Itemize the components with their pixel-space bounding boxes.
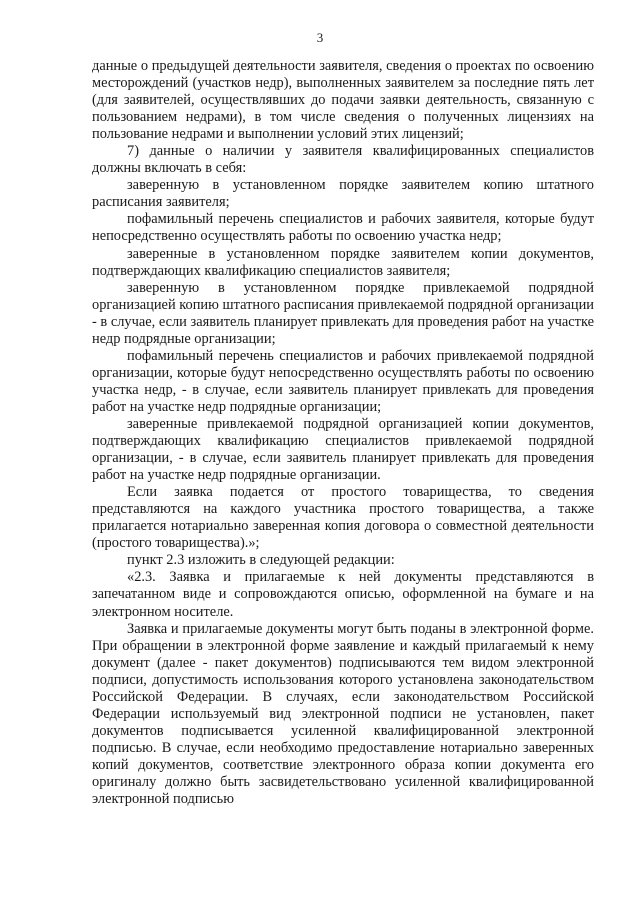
paragraph-staff-schedule: заверенную в установленном порядке заявителем копию штатного расписания заявителя; xyxy=(92,177,594,211)
document-body xyxy=(92,58,594,808)
page-number: 3 xyxy=(316,30,324,45)
paragraph-contractor-schedule: заверенную в установленном порядке привлекаемой подрядной организацией копию штатного расписания привлекаемой подрядной организации - в случае, если заявитель планирует привлекать для проведения работ на участке недр подрядные организации; xyxy=(92,279,594,347)
paragraph-previous-activity: данные о предыдущей деятельности заявителя, сведения о проектах по освоению месторождений (участков недр), выполненных заявителем за последние пять лет (для заявителей, осуществлявших до подачи заявки деятельность, связанную с пользованием недрами), в том числе сведения о полученных лицензиях на пользование недрами и выполнении условий этих лицензий; xyxy=(92,58,594,143)
paragraph-staff-qualification: заверенные в установленном порядке заявителем копии документов, подтверждающих квалификацию специалистов заявителя; xyxy=(92,245,594,279)
paragraph-simple-partnership: Если заявка подается от простого товарищества, то сведения представляются на каждого участника простого товарищества, а также прилагается нотариально заверенная копия договора о совместной деятельности (простого товарищества).»; xyxy=(92,484,594,552)
paragraph-clause-2-3-intro: пункт 2.3 изложить в следующей редакции: xyxy=(127,552,395,569)
paragraph-item-7: 7) данные о наличии у заявителя квалифицированных специалистов должны включать в себя: xyxy=(92,143,594,177)
paragraph-contractor-staff-list: пофамильный перечень специалистов и рабочих привлекаемой подрядной организации, которые будут непосредственно осуществлять работы по освоению участка недр, - в случае, если заявитель планирует привлекать для проведения работ на участке недр подрядные организации; xyxy=(92,347,594,415)
paragraph-clause-2-3: «2.3. Заявка и прилагаемые к ней документы представляются в запечатанном виде и сопровождаются описью, оформленной на бумаге и на электронном носителе. xyxy=(92,569,594,620)
paragraph-contractor-qualification: заверенные привлекаемой подрядной организацией копии документов, подтверждающих квалификацию специалистов привлекаемой подрядной организации, - в случае, если заявитель планирует привлекать для проведения работ на участке недр подрядные организации. xyxy=(92,415,594,484)
paragraph-staff-list: пофамильный перечень специалистов и рабочих заявителя, которые будут непосредственно осуществлять работы по освоению участка недр; xyxy=(92,211,594,245)
paragraph-electronic-form: Заявка и прилагаемые документы могут быть поданы в электронной форме. При обращении в электронной форме заявление и каждый прилагаемый к нему документ (далее - пакет документов) подписываются тем видом электронной подписи, допустимость использования которого установлена законодательством Российской Федерации. В случаях, если законодательством Российской Федерации используемый вид электронной подписи не установлен, пакет документов подписывается усиленной квалифицированной электронной подписью. В случае, если необходимо предоставление нотариально заверенных копий документов, соответствие электронного образа копии документа его оригиналу должно быть засвидетельствовано усиленной квалифицированной электронной подписью xyxy=(92,620,594,808)
